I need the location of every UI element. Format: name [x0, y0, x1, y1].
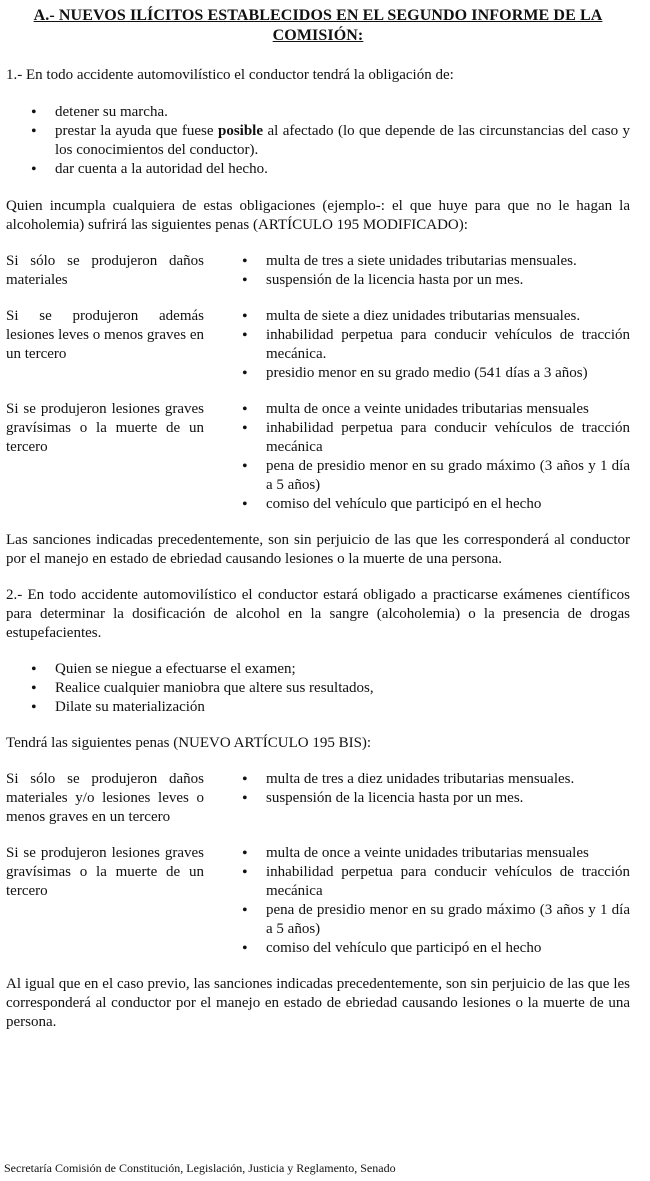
list-item: • dar cuenta a la autoridad del hecho.: [6, 160, 630, 179]
list-item: • multa de once a veinte unidades tributarias mensuales: [238, 400, 630, 419]
penalty-list: [238, 307, 630, 383]
penalty-list: [238, 252, 630, 290]
case-condition: Si sólo se produjeron daños materiales: [6, 253, 204, 288]
section-2-penalty-intro: Tendrá las siguientes penas (NUEVO ARTÍCULO 195 BIS):: [6, 735, 372, 751]
list-item: • Dilate su materialización: [6, 698, 630, 717]
list-item: • Realice cualquier maniobra que altere sus resultados,: [6, 679, 630, 698]
penalty-list: [238, 770, 630, 808]
section-2-intro: 2.- En todo accidente automovilístico el conductor estará obligado a practicarse exámenes científicos para determinar la dosificación de alcohol en la sangre (alcoholemia) o la presencia de drogas estupefacientes.: [6, 587, 630, 641]
case-row: [6, 252, 630, 290]
case-row: [6, 844, 630, 958]
list-item: • presidio menor en su grado medio (541 días a 3 años): [238, 364, 630, 383]
title-line-1: A.- NUEVOS ILÍCITOS ESTABLECIDOS EN EL SEGUNDO INFORME DE LA: [33, 7, 603, 24]
case-condition: Si se produjeron lesiones graves gravísimas o la muerte de un tercero: [6, 401, 204, 455]
page-title: [6, 6, 630, 46]
list-item: • multa de tres a diez unidades tributarias mensuales.: [238, 770, 630, 789]
list-item: • inhabilidad perpetua para conducir vehículos de tracción mecánica: [238, 419, 630, 457]
list-item: • multa de once a veinte unidades tributarias mensuales: [238, 844, 630, 863]
title-line-2: COMISIÓN:: [272, 27, 364, 44]
document-page: [6, 0, 630, 1032]
section-1-penalty-intro: Quien incumpla cualquiera de estas obligaciones (ejemplo-: el que huye para que no le hagan la alcoholemia) sufrirá las siguientes penas (ARTÍCULO 195 MODIFICADO):: [6, 198, 630, 233]
list-item: • pena de presidio menor en su grado máximo (3 años y 1 día a 5 años): [238, 457, 630, 495]
case-condition: Si se produjeron lesiones graves gravísimas o la muerte de un tercero: [6, 845, 204, 899]
list-item: • comiso del vehículo que participó en el hecho: [238, 939, 630, 958]
section-2-note: Al igual que en el caso previo, las sanciones indicadas precedentemente, son sin perjuicio de las que les corresponderá al conductor por el manejo en estado de ebriedad causando lesiones o la muerte de una persona.: [6, 976, 630, 1030]
section-2-conduct-list: [6, 660, 630, 717]
list-item: • suspensión de la licencia hasta por un mes.: [238, 271, 630, 290]
section-1-obligations-list: [6, 103, 630, 179]
case-row: [6, 400, 630, 514]
page-footer: Secretaría Comisión de Constitución, Legislación, Justicia y Reglamento, Senado: [4, 1161, 396, 1175]
list-item: • pena de presidio menor en su grado máximo (3 años y 1 día a 5 años): [238, 901, 630, 939]
list-item: • prestar la ayuda que fuese posible al afectado (lo que depende de las circunstancias del caso y los conocimientos del conductor).: [6, 122, 630, 160]
list-item: • multa de siete a diez unidades tributarias mensuales.: [238, 307, 630, 326]
list-item: • detener su marcha.: [6, 103, 630, 122]
list-item: • Quien se niegue a efectuarse el examen;: [6, 660, 630, 679]
case-row: [6, 307, 630, 383]
list-item: • comiso del vehículo que participó en el hecho: [238, 495, 630, 514]
case-condition: Si sólo se produjeron daños materiales y/o lesiones leves o menos graves en un tercero: [6, 771, 204, 825]
list-item: • suspensión de la licencia hasta por un mes.: [238, 789, 630, 808]
case-condition: Si se produjeron además lesiones leves o menos graves en un tercero: [6, 308, 204, 362]
list-item: • inhabilidad perpetua para conducir vehículos de tracción mecánica.: [238, 326, 630, 364]
list-item: • multa de tres a siete unidades tributarias mensuales.: [238, 252, 630, 271]
list-item: • inhabilidad perpetua para conducir vehículos de tracción mecánica: [238, 863, 630, 901]
section-1-note: Las sanciones indicadas precedentemente, son sin perjuicio de las que les corresponderá al conductor por el manejo en estado de ebriedad causando lesiones o la muerte de una persona.: [6, 532, 630, 567]
section-1-intro: 1.- En todo accidente automovilístico el conductor tendrá la obligación de:: [6, 67, 454, 83]
penalty-list: [238, 400, 630, 514]
penalty-list: [238, 844, 630, 958]
case-row: [6, 770, 630, 827]
